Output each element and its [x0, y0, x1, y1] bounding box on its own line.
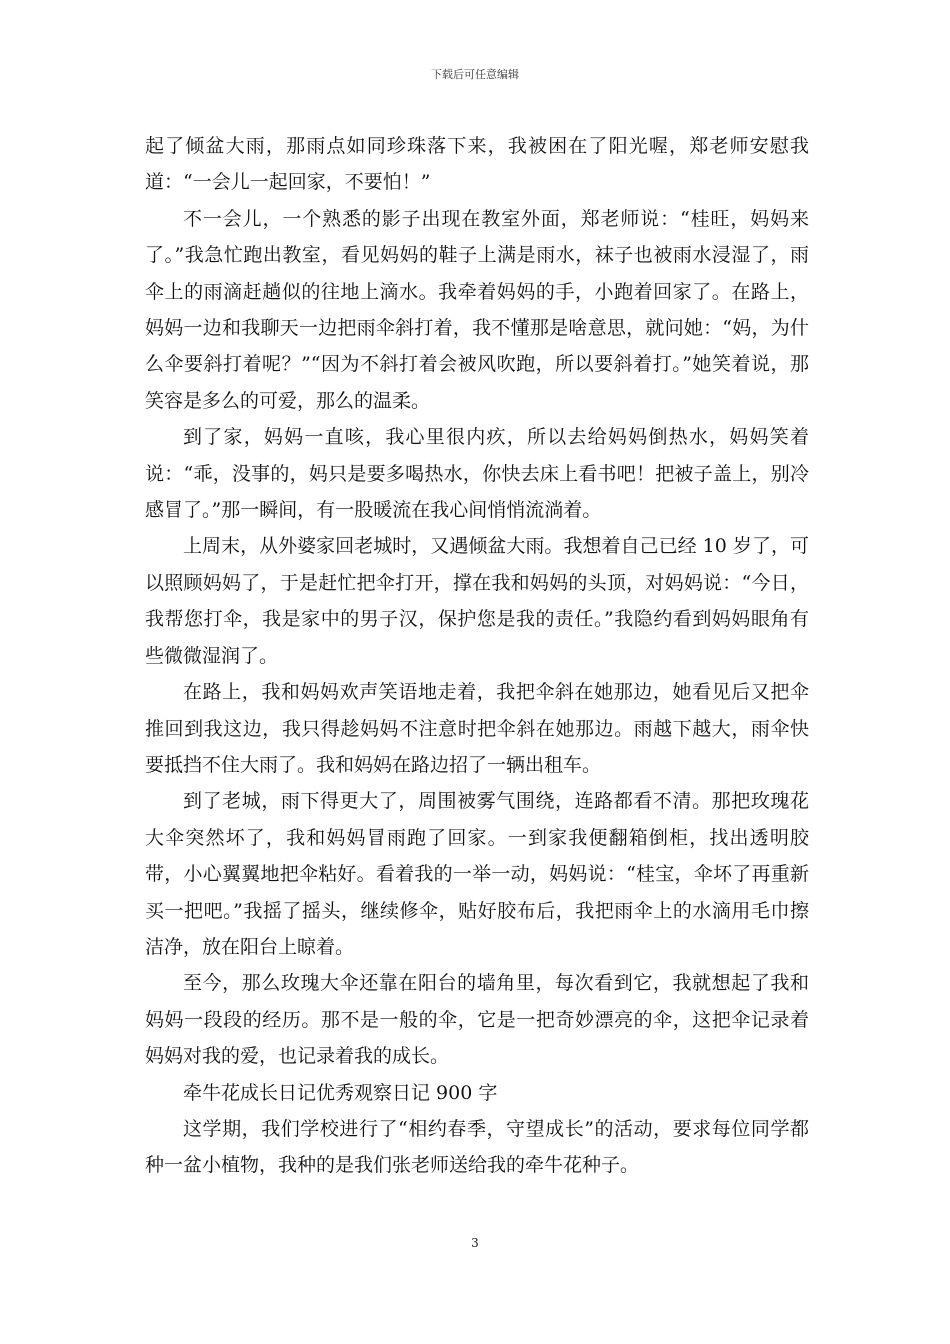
paragraph-2: 不一会儿，一个熟悉的影子出现在教室外面，郑老师说：“桂旺，妈妈来了。”我急忙跑出教室，看见妈妈的鞋子上满是雨水，袜子也被雨水浸湿了，雨伞上的雨滴赶趟似的往地上滴水。我牵着妈妈的手，小跑着回家了。在路上，妈妈一边和我聊天一边把雨伞斜打着，我不懂那是啥意思，就问她：“妈，为什么伞要斜打着呢？”“因为不斜打着会被风吹跑，所以要斜着打。”她笑着说，那笑容是多么的可爱，那么的温柔。 [145, 207, 809, 412]
paragraph-4: 上周末，从外婆家回老城时，又遇倾盆大雨。我想着自己已经 10 岁了，可以照顾妈妈了，于是赶忙把伞打开，撑在我和妈妈的头顶，对妈妈说：“今日，我帮您打伞，我是家中的男子汉，保护您是我的责任。”我隐约看到妈妈眼角有些微微湿润了。 [145, 535, 809, 667]
paragraph-5: 在路上，我和妈妈欢声笑语地走着，我把伞斜在她那边，她看见后又把伞推回到我这边，我只得趁妈妈不注意时把伞斜在她那边。雨越下越大，雨伞快要抵挡不住大雨了。我和妈妈在路边招了一辆出租车。 [145, 681, 809, 776]
section-title: 牵牛花成长日记优秀观察日记 900 字 [183, 1081, 498, 1104]
paragraph-7: 至今，那么玫瑰大伞还靠在阳台的墙角里，每次看到它，我就想起了我和妈妈一段段的经历。那不是一般的伞，它是一把奇妙漂亮的伞，这把伞记录着妈妈对我的爱，也记录着我的成长。 [145, 972, 809, 1068]
page-number: 3 [471, 1236, 479, 1250]
paragraph-3: 到了家，妈妈一直咳，我心里很内疚，所以去给妈妈倒热水，妈妈笑着说：“乖，没事的，妈只是要多喝热水，你快去床上看书吧！把被子盖上，别冷感冒了。”那一瞬间，有一股暖流在我心间悄悄流淌着。 [145, 426, 809, 522]
paragraph-1: 起了倾盆大雨，那雨点如同珍珠落下来，我被困在了阳光喔，郑老师安慰我道：“一会儿一起回家，不要怕！” [145, 135, 809, 194]
paragraph-8: 这学期，我们学校进行了“相约春季，守望成长”的活动，要求每位同学都种一盆小植物，我种的是我们张老师送给我的牵牛花种子。 [145, 1117, 809, 1177]
paragraph-6: 到了老城，雨下得更大了，周围被雾气围绕，连路都看不清。那把玫瑰花大伞突然坏了，我和妈妈冒雨跑了回家。一到家我便翻箱倒柜，找出透明胶带，小心翼翼地把伞粘好。看着我的一举一动，妈妈说：“桂宝，伞坏了再重新买一把吧。”我摇了摇头，继续修伞，贴好胶布后，我把雨伞上的水滴用毛巾擦洁净，放在阳台上晾着。 [145, 790, 809, 958]
page-header: 下载后可任意编辑 [431, 68, 519, 81]
document-body [145, 128, 809, 1184]
